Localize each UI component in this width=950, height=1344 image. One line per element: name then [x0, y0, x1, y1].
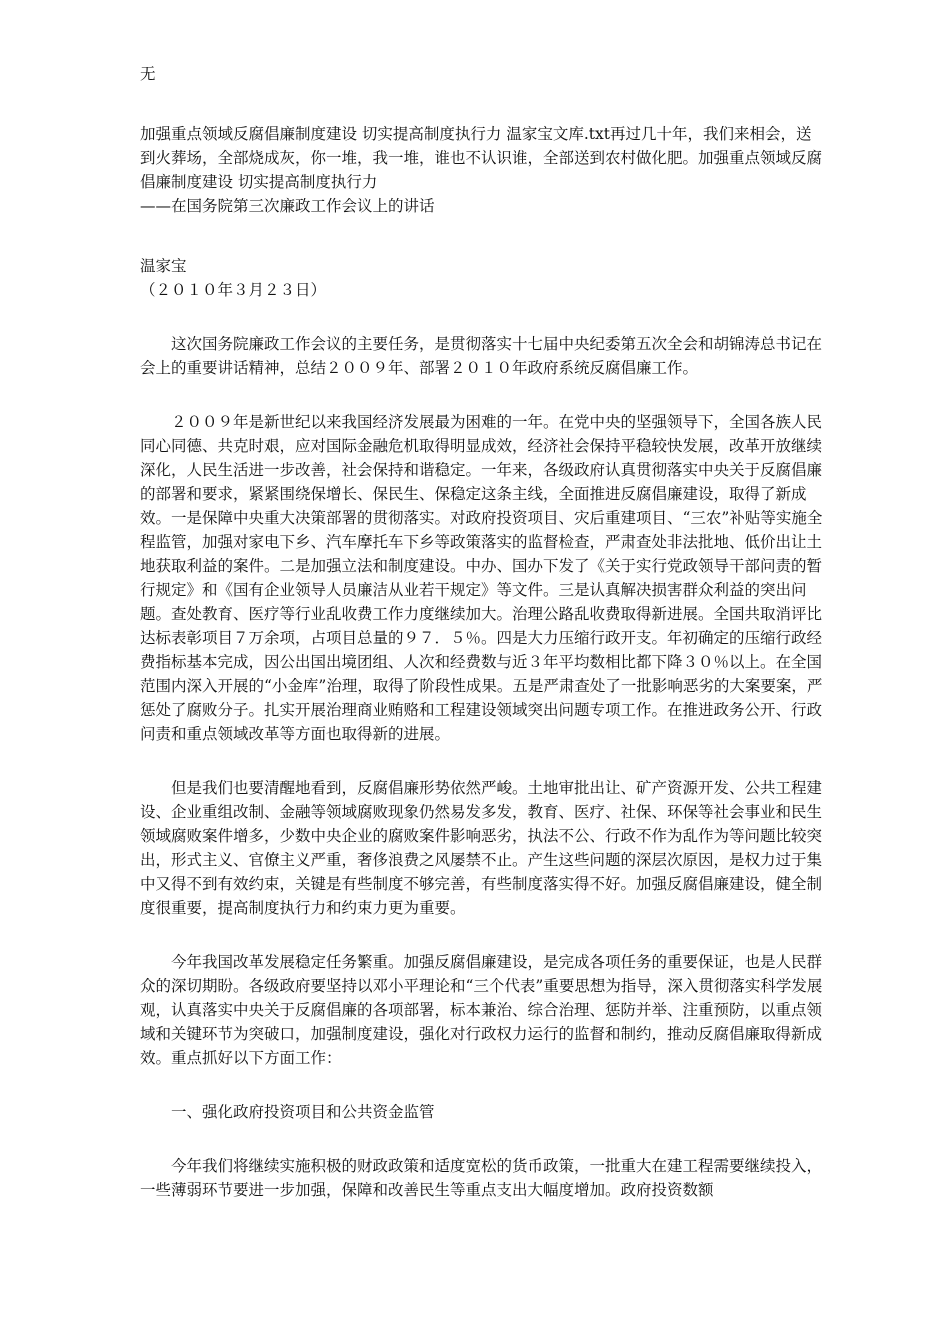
spacer [140, 920, 824, 950]
paragraph: 这次国务院廉政工作会议的主要任务，是贯彻落实十七届中央纪委第五次全会和胡锦涛总书记在会上的重要讲话精神，总结２００９年、部署２０１０年政府系统反腐倡廉工作。 [140, 335, 823, 377]
paragraph: 但是我们也要清醒地看到，反腐倡廉形势依然严峻。土地审批出让、矿产资源开发、公共工程建设、企业重组改制、金融等领域腐败现象仍然易发多发，教育、医疗、社保、环保等社会事业和民生领域腐败案件增多，少数中央企业的腐败案件影响恶劣，执法不公、行政不作为乱作为等问题比较突出，形式主义、官僚主义严重，奢侈浪费之风屡禁不止。产生这些问题的深层次原因，是权力过于集中又得不到有效约束，关键是有些制度不够完善，有些制度落实得不好。加强反腐倡廉建设，健全制度很重要，提高制度执行力和约束力更为重要。 [140, 779, 823, 917]
header-text: 无 [140, 65, 156, 83]
spacer [140, 218, 824, 254]
spacer [140, 746, 824, 776]
author-name: 温家宝 [140, 257, 187, 275]
document-page [140, 62, 824, 1202]
intro-text: 加强重点领域反腐倡廉制度建设 切实提高制度执行力 温家宝文库.txt再过几十年，我们来相会，送到火葬场，全部烧成灰，你一堆，我一堆，谁也不认识谁，全部送到农村做化肥。加强重点领域反腐倡廉制度建设 切实提高制度执行力 [140, 125, 823, 191]
paragraph: 今年我国改革发展稳定任务繁重。加强反腐倡廉建设，是完成各项任务的重要保证，也是人民群众的深切期盼。各级政府要坚持以邓小平理论和“三个代表”重要思想为指导，深入贯彻落实科学发展观，认真落实中央关于反腐倡廉的各项部署，标本兼治、综合治理、惩防并举、注重预防，以重点领域和关键环节为突破口，加强制度建设，强化对行政权力运行的监督和制约，推动反腐倡廉取得新成效。重点抓好以下方面工作： [140, 953, 823, 1067]
paragraph: 今年我们将继续实施积极的财政政策和适度宽松的货币政策，一批重大在建工程需要继续投入，一些薄弱环节要进一步加强，保障和改善民生等重点支出大幅度增加。政府投资数额 [140, 1157, 823, 1199]
spacer [140, 1124, 824, 1154]
paragraph: ２００９年是新世纪以来我国经济发展最为困难的一年。在党中央的坚强领导下，全国各族人民同心同德、共克时艰，应对国际金融危机取得明显成效，经济社会保持平稳较快发展，改革开放继续深化，人民生活进一步改善，社会保持和谐稳定。一年来，各级政府认真贯彻落实中央关于反腐倡廉的部署和要求，紧紧围绕保增长、保民生、保稳定这条主线，全面推进反腐倡廉建设，取得了新成效。一是保障中央重大决策部署的贯彻落实。对政府投资项目、灾后重建项目、“三农”补贴等实施全程监管，加强对家电下乡、汽车摩托车下乡等政策落实的监督检查，严肃查处非法批地、低价出让土地获取利益的案件。二是加强立法和制度建设。中办、国办下发了《关于实行党政领导干部问责的暂行规定》和《国有企业领导人员廉洁从业若干规定》等文件。三是认真解决损害群众利益的突出问题。查处教育、医疗等行业乱收费工作力度继续加大。治理公路乱收费取得新进展。全国共取消评比达标表彰项目７万余项，占项目总量的９７．５％。四是大力压缩行政开支。年初确定的压缩行政经费指标基本完成，因公出国出境团组、人次和经费数与近３年平均数相比都下降３０％以上。在全国范围内深入开展的“小金库”治理，取得了阶段性成果。五是严肃查处了一批影响恶劣的大案要案，严惩处了腐败分子。扎实开展治理商业贿赂和工程建设领域突出问题专项工作。在推进政务公开、行政问责和重点领域改革等方面也取得新的进展。 [140, 413, 823, 743]
section-heading: 一、强化政府投资项目和公共资金监管 [171, 1103, 435, 1121]
spacer [140, 302, 824, 332]
speech-date: （２０１０年３月２３日） [140, 281, 327, 299]
spacer [140, 1070, 824, 1100]
document-subtitle: ——在国务院第三次廉政工作会议上的讲话 [140, 197, 435, 215]
spacer [140, 380, 824, 410]
spacer [140, 86, 824, 122]
